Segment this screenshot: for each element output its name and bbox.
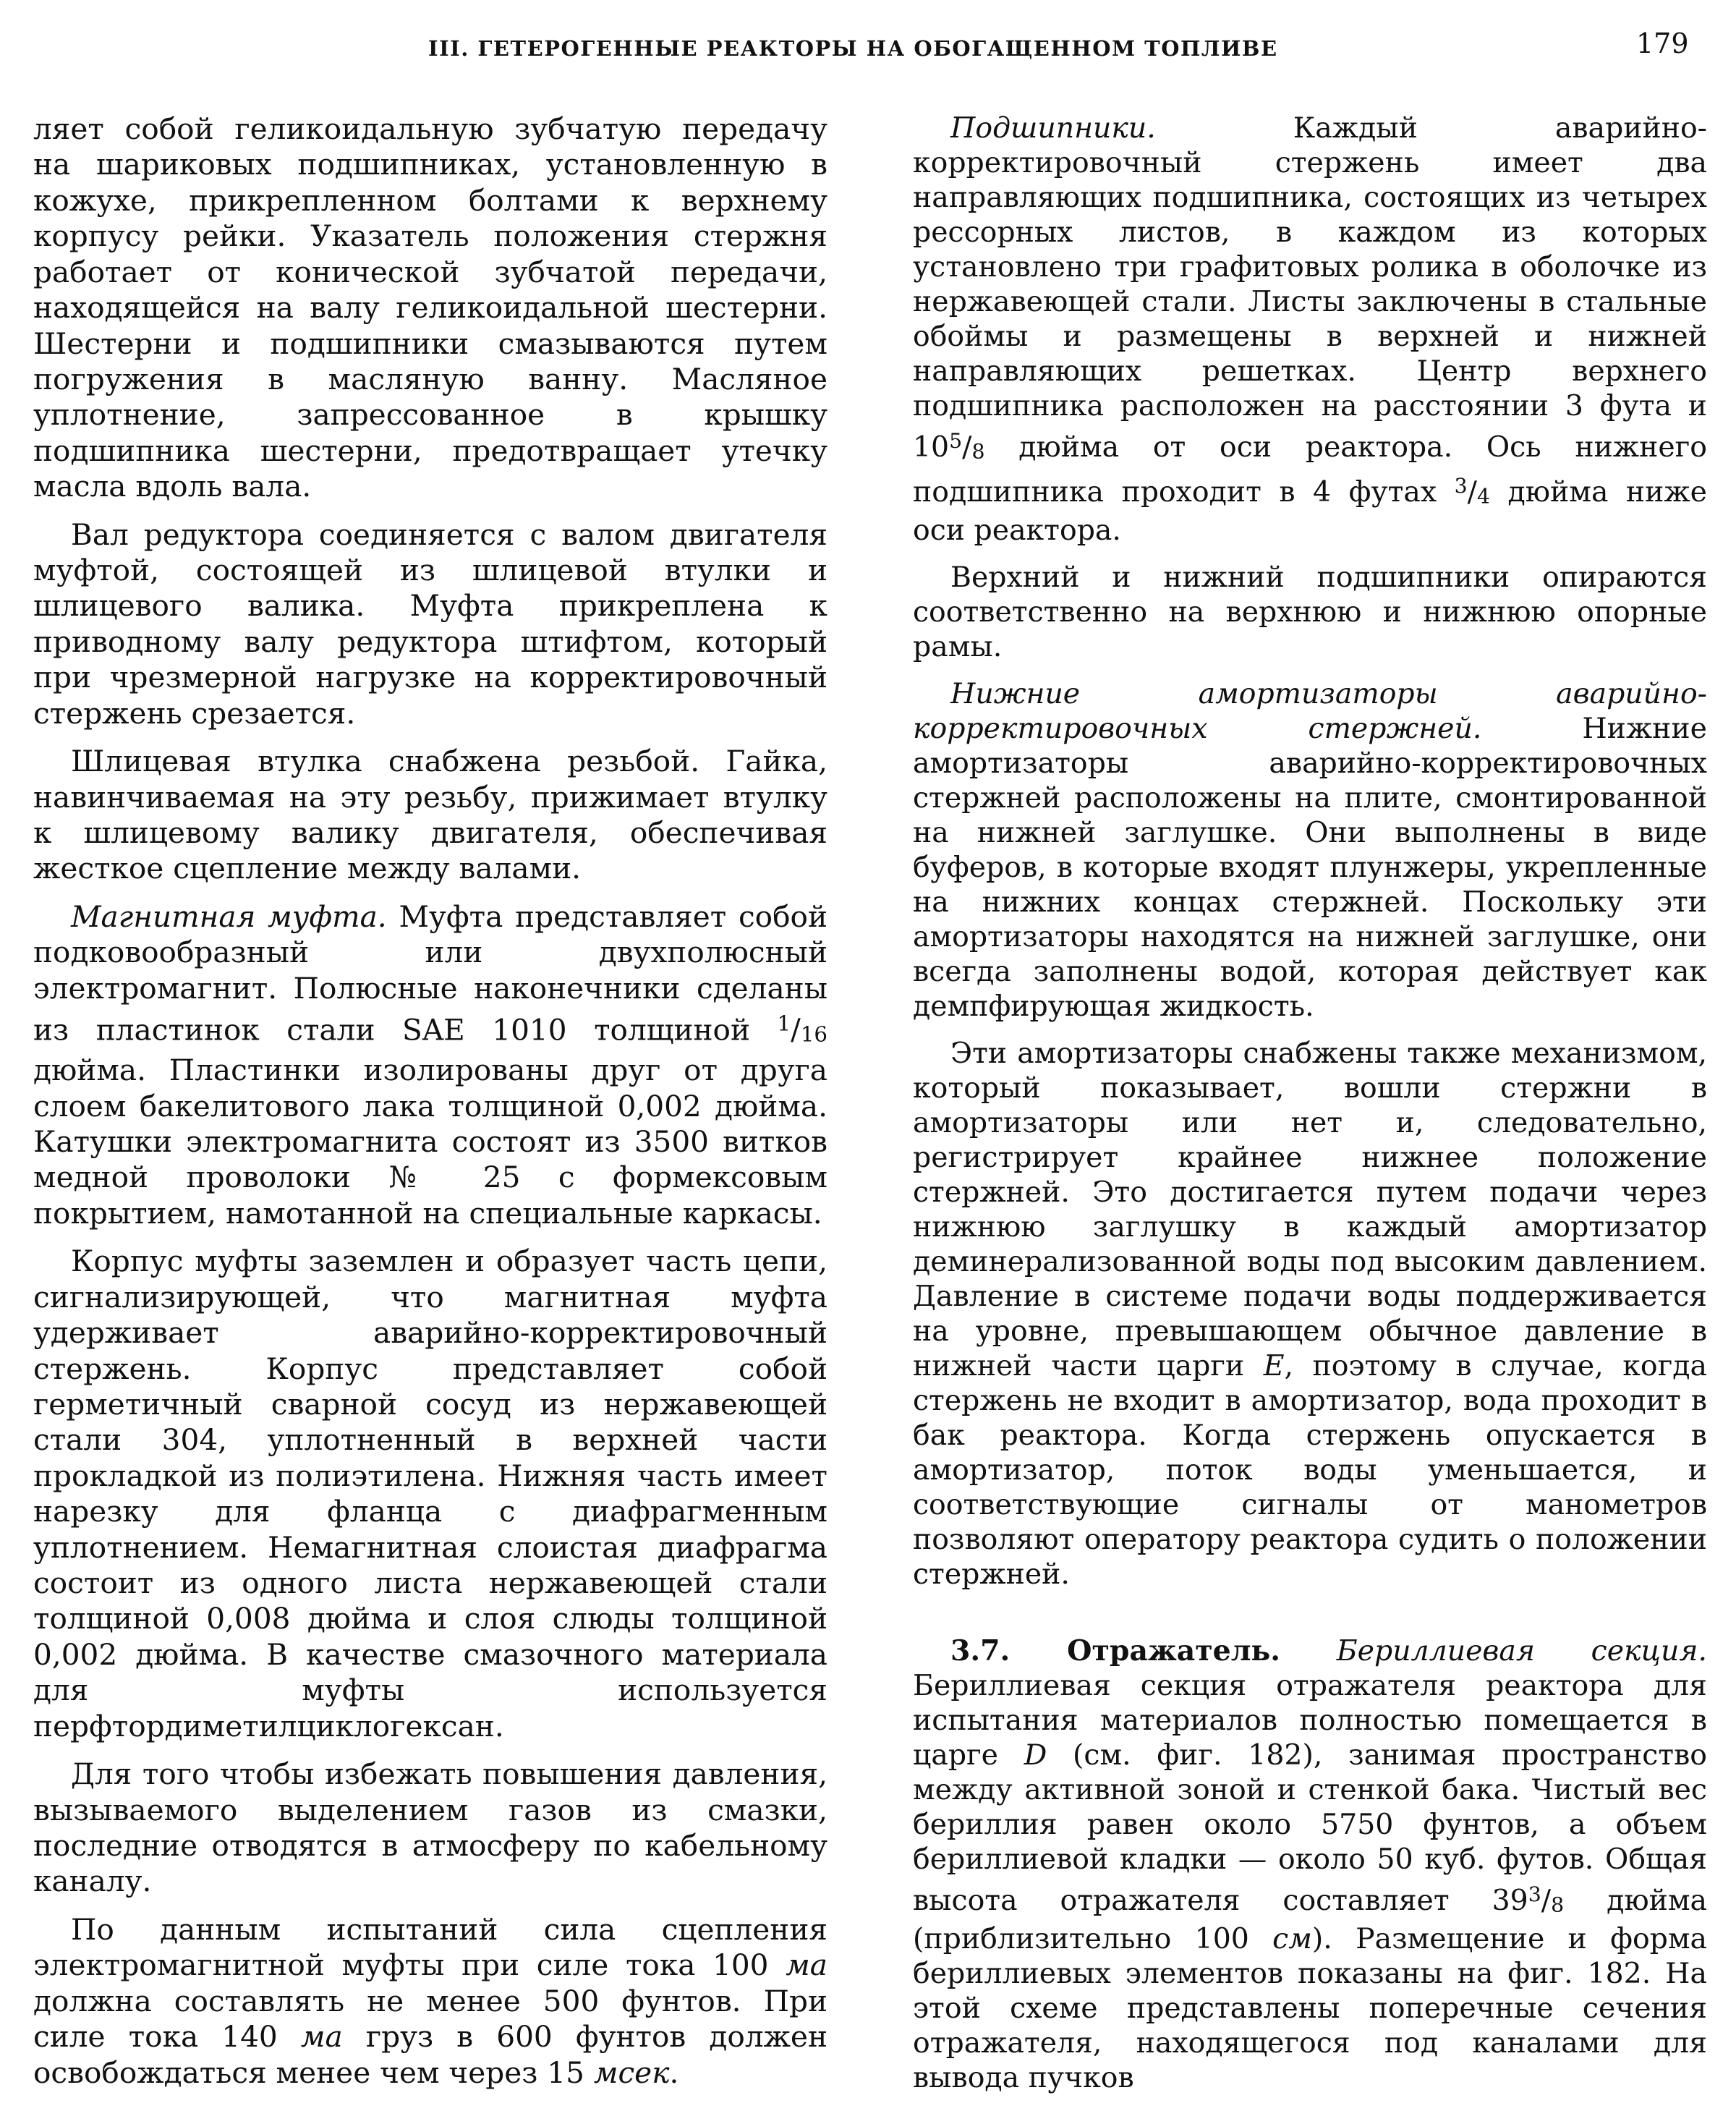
fraction-denominator: 8 [971, 439, 985, 464]
fraction [949, 430, 984, 464]
paragraph-spline-sleeve: Шлицевая втулка снабжена резьбой. Гайка, навинчиваемая на эту резьбу, прижимает втулку к шлицевому валику двигателя, обеспечивая жесткое сцепление между валами. [33, 744, 827, 886]
section-heading: 3.7. Отражатель. [950, 1634, 1280, 1668]
unit: см [1272, 1921, 1312, 1955]
paragraph-magnetic-clutch [33, 899, 827, 1231]
paragraph-gas-venting: Для того чтобы избежать повышения давления, вызываемого выделением газов из смазки, последние отводятся в атмосферу по кабельному каналу. [33, 1756, 827, 1899]
fraction-slash: / [1467, 475, 1477, 509]
fraction-numerator: 3 [1528, 1882, 1541, 1906]
text-run: Муфта представляет собой подковообразный или двухполюсный электромагнит. Полюсные наконечники сделаны из пластинок стали SAE 1010 толщиной [33, 899, 828, 1048]
left-column [33, 111, 827, 2091]
run-in-heading: Нижние амортизаторы аварийно-корректировочных стержней. [913, 677, 1707, 746]
fraction-slash: / [791, 1012, 801, 1048]
running-head: III. ГЕТЕРОГЕННЫЕ РЕАКТОРЫ НА ОБОГАЩЕННОМ ТОПЛИВЕ [428, 36, 1278, 61]
text-run: (см. фиг. 182), занимая пространство между активной зоной и стенкой бака. Чистый вес бериллия равен около 5750 фунтов, а объем бериллиевой кладки — около 50 куб. футов. Общая высота отражателя составляет 39 [913, 1738, 1707, 1917]
paragraph-bearings [913, 111, 1707, 548]
paragraph-test-data [33, 1912, 827, 2091]
text-run: должна составлять не менее 500 фунтов. При силе тока 140 [33, 1983, 827, 2055]
unit: ма [300, 2019, 343, 2055]
fraction-denominator: 16 [800, 1021, 827, 1047]
text-run: По данным испытаний сила сцепления электромагнитной муфты при силе тока 100 [33, 1911, 827, 1983]
section-subheading: Бериллиевая секция. [1336, 1634, 1707, 1668]
letter-label: E [1263, 1348, 1285, 1382]
paragraph-gear-drive: ляет собой геликоидальную зубчатую передачу на шариковых подшипниках, установленную в кожухе, прикрепленном болтами к верхнему корпусу рейки. Указатель положения стержня работает от конической зубчатой передачи, находящейся на валу геликоидальной шестерни. Шестерни и подшипники смазываются путем погружения в масляную ванну. Масляное уплотнение, запрессованное в крышку подшипника шестерни, предотвращает утечку масла вдоль вала. [33, 111, 827, 504]
paragraph-bearing-support: Верхний и нижний подшипники опираются соответственно на верхнюю и нижнюю опорные рамы. [913, 561, 1707, 664]
fraction [1455, 475, 1490, 509]
fraction-numerator: 3 [1454, 474, 1468, 498]
unit: ма [786, 1947, 827, 1983]
fraction-numerator: 5 [949, 428, 963, 453]
page-number: 179 [1636, 27, 1689, 59]
text-run: дюйма (приблизительно 100 [913, 1883, 1708, 1955]
text-run: груз в 600 фунтов должен освобождаться менее чем через 15 [33, 2019, 827, 2090]
paragraph-absorber-mechanism [913, 1037, 1707, 1592]
unit: мсек [593, 2055, 670, 2090]
paragraph-reflector-section [913, 1634, 1707, 2096]
paragraph-clutch-housing: Корпус муфты заземлен и образует часть цепи, сигнализирующей, что магнитная муфта удерживает аварийно-корректировочный стержень. Корпус представляет собой герметичный сварной сосуд из нержавеющей стали 304, уплотненный в верхней части прокладкой из полиэтилена. Нижняя часть имеет нарезку для фланца с диафрагменным уплотнением. Немагнитная слоистая диафрагма состоит из одного листа нержавеющей стали толщиной 0,008 дюйма и слоя слюды толщиной 0,002 дюйма. В качестве смазочного материала для муфты используется перфтордиметилциклогексан. [33, 1244, 827, 1743]
paragraph-reducer-shaft: Вал редуктора соединяется с валом двигателя муфтой, состоящей из шлицевой втулки и шлицевого валика. Муфта прикреплена к приводному валу редуктора штифтом, который при чрезмерной нагрузке на корректировочный стержень срезается. [33, 517, 827, 731]
text-run: Нижние амортизаторы аварийно-корректировочных стержней расположены на плите, смонтированной на нижней заглушке. Они выполнены в виде буферов, в которые входят плунжеры, укрепленные на нижних концах стержней. Поскольку эти амортизаторы находятся на нижней заглушке, они всегда заполнены водой, которая действует как демпфирующая жидкость. [913, 712, 1707, 1023]
fraction [1528, 1884, 1564, 1917]
fraction-denominator: 8 [1551, 1892, 1565, 1916]
fraction-slash: / [962, 430, 972, 464]
fraction-denominator: 4 [1476, 484, 1490, 509]
text-run: Эти амортизаторы снабжены также механизмом, который показывает, вошли стержни в амортизаторы или нет и, следовательно, регистрирует крайнее нижнее положение стержней. Это достигается путем подачи через нижнюю заглушку в каждый амортизатор деминерализованной воды под высоким давлением. Давление в системе подачи воды поддерживается на уровне, превышающем обычное давление в нижней части царги [913, 1036, 1707, 1382]
text-run: . [669, 2055, 679, 2090]
letter-label: D [1024, 1738, 1047, 1772]
fraction-numerator: 1 [777, 1011, 791, 1037]
text-run: ). Размещение и форма бериллиевых элементов показаны на фиг. 182. На этой схеме представлены поперечные сечения отражателя, находящегося под каналами для вывода пучков [913, 1921, 1707, 2094]
text-run: Каждый аварийно-корректировочный стержень имеет два направляющих подшипника, состоящих из четырех рессорных листов, в каждом из которых установлено три графитовых ролика в оболочке из нержавеющей стали. Листы заключены в стальные обоймы и размещены в верхней и нижней направляющих решетках. Центр верхнего подшипника расположен на расстоянии 3 фута и 10 [913, 111, 1707, 464]
paragraph-lower-shock-absorbers [913, 677, 1707, 1024]
text-run: Бериллиевая секция отражателя реактора для испытания материалов полностью помещается в царге [913, 1668, 1707, 1772]
page-header [0, 26, 1736, 77]
fraction [778, 1012, 827, 1047]
right-column [913, 111, 1707, 2096]
text-run: дюйма от оси реактора. Ось нижнего подшипника проходит в 4 футах [913, 430, 1707, 509]
text-run: дюйма. Пластинки изолированы друг от друга слоем бакелитового лака толщиной 0,002 дюйма. Катушки электромагнита состоят из 3500 витков медной проволоки № 25 с формексовым покрытием, намотанной на специальные каркасы. [33, 1053, 827, 1231]
text-run: , поэтому в случае, когда стержень не входит в амортизатор, вода проходит в бак реактора. Когда стержень опускается в амортизатор, поток воды уменьшается, и соответствующие сигналы от манометров позволяют оператору реактора судить о положении стержней. [913, 1348, 1707, 1591]
text-run: дюйма ниже оси реактора. [913, 475, 1707, 548]
run-in-heading: Магнитная муфта. [71, 899, 387, 934]
fraction-slash: / [1541, 1883, 1552, 1917]
run-in-heading: Подшипники. [950, 111, 1156, 145]
